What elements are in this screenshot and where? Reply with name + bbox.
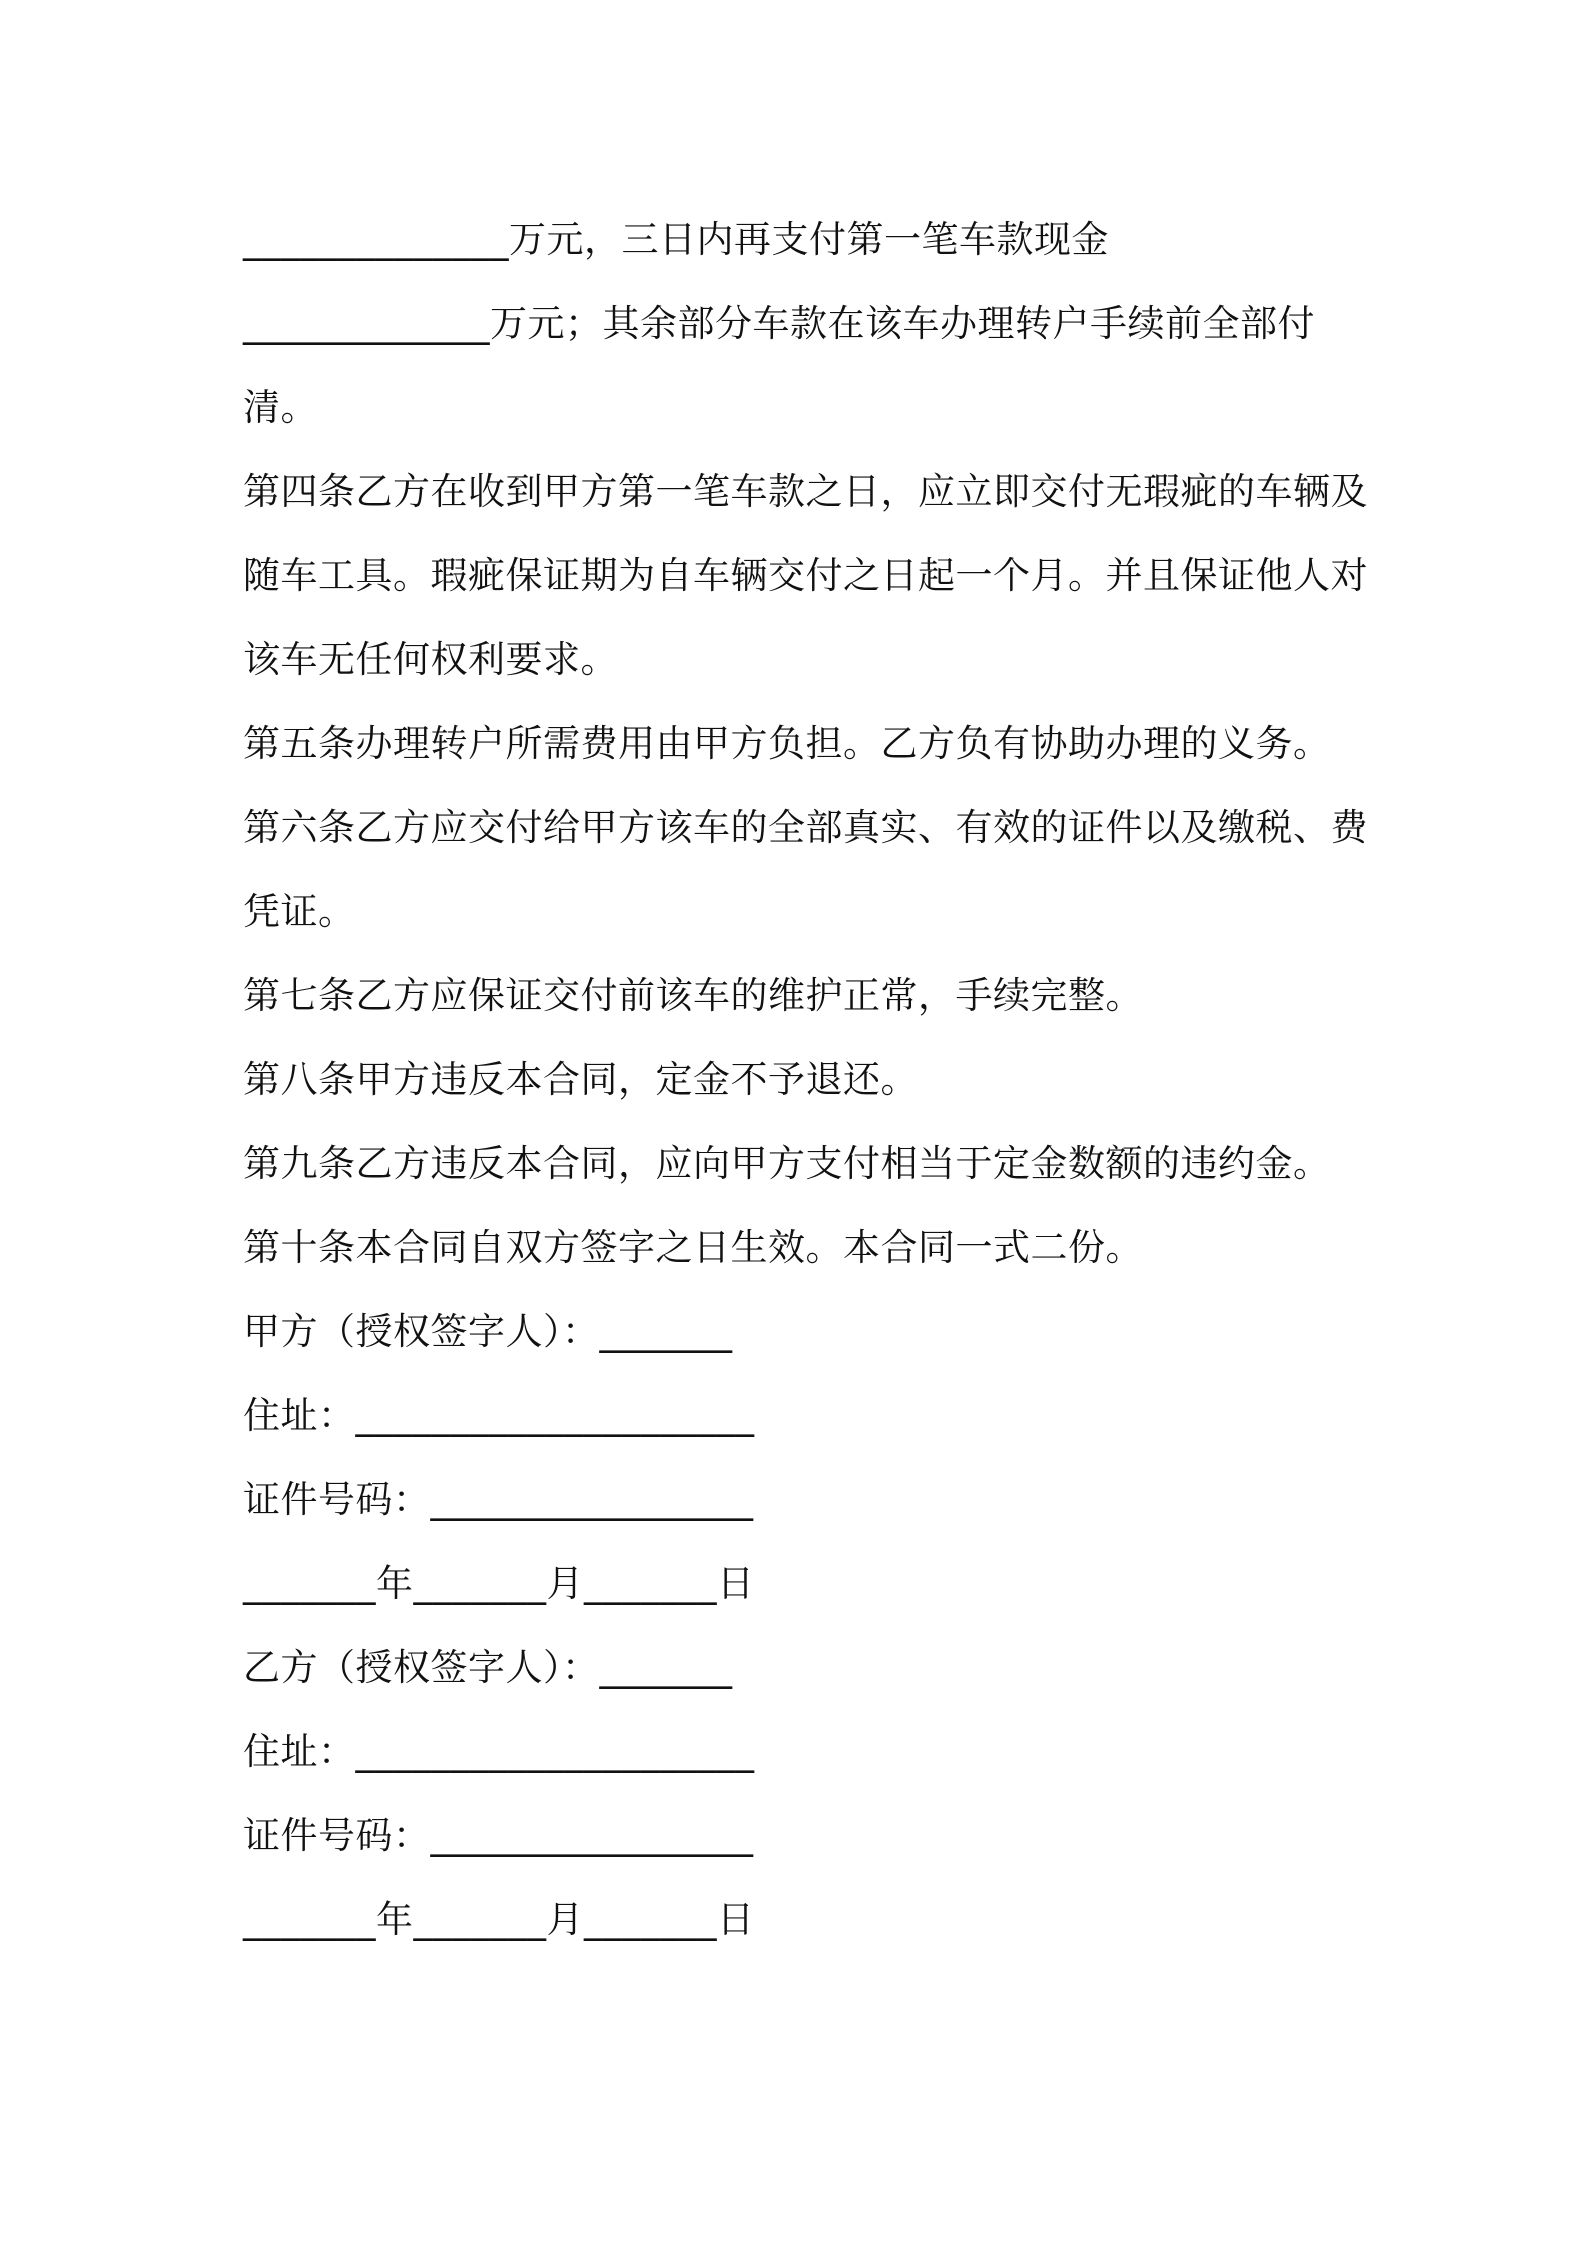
clause-7: 第七条乙方应保证交付前该车的维护正常，手续完整。 xyxy=(243,974,1143,1017)
clause-4-line-2: 随车工具。瑕疵保证期为自车辆交付之日起一个月。并且保证他人对 xyxy=(243,554,1368,597)
clause-6-line-1: 第六条乙方应交付给甲方该车的全部真实、有效的证件以及缴税、费 xyxy=(243,806,1368,849)
document-body xyxy=(243,198,1373,1962)
clause-4-line-3: 该车无任何权利要求。 xyxy=(243,638,618,681)
party-b-id-number: 证件号码：_________________ xyxy=(243,1814,754,1857)
party-b-signatory: 乙方（授权签字人）：_______ xyxy=(243,1646,733,1689)
party-b-date: _______年_______月_______日 xyxy=(243,1898,755,1941)
text-line-payment-1: ______________万元，三日内再支付第一笔车款现金 xyxy=(243,218,1109,261)
clause-6-line-2: 凭证。 xyxy=(243,890,356,933)
clause-9: 第九条乙方违反本合同，应向甲方支付相当于定金数额的违约金。 xyxy=(243,1142,1331,1185)
party-b-address: 住址：_____________________ xyxy=(243,1730,755,1773)
party-a-address: 住址：_____________________ xyxy=(243,1394,755,1437)
text-line-payment-3: 清。 xyxy=(243,386,318,429)
text-line-payment-2: _____________万元；其余部分车款在该车办理转户手续前全部付 xyxy=(243,302,1315,345)
clause-8: 第八条甲方违反本合同，定金不予退还。 xyxy=(243,1058,918,1101)
party-a-signatory: 甲方（授权签字人）：_______ xyxy=(243,1310,733,1353)
party-a-id-number: 证件号码：_________________ xyxy=(243,1478,754,1521)
party-a-date: _______年_______月_______日 xyxy=(243,1562,755,1605)
clause-4-line-1: 第四条乙方在收到甲方第一笔车款之日，应立即交付无瑕疵的车辆及 xyxy=(243,470,1368,513)
clause-10: 第十条本合同自双方签字之日生效。本合同一式二份。 xyxy=(243,1226,1143,1269)
clause-5: 第五条办理转户所需费用由甲方负担。乙方负有协助办理的义务。 xyxy=(243,722,1331,765)
